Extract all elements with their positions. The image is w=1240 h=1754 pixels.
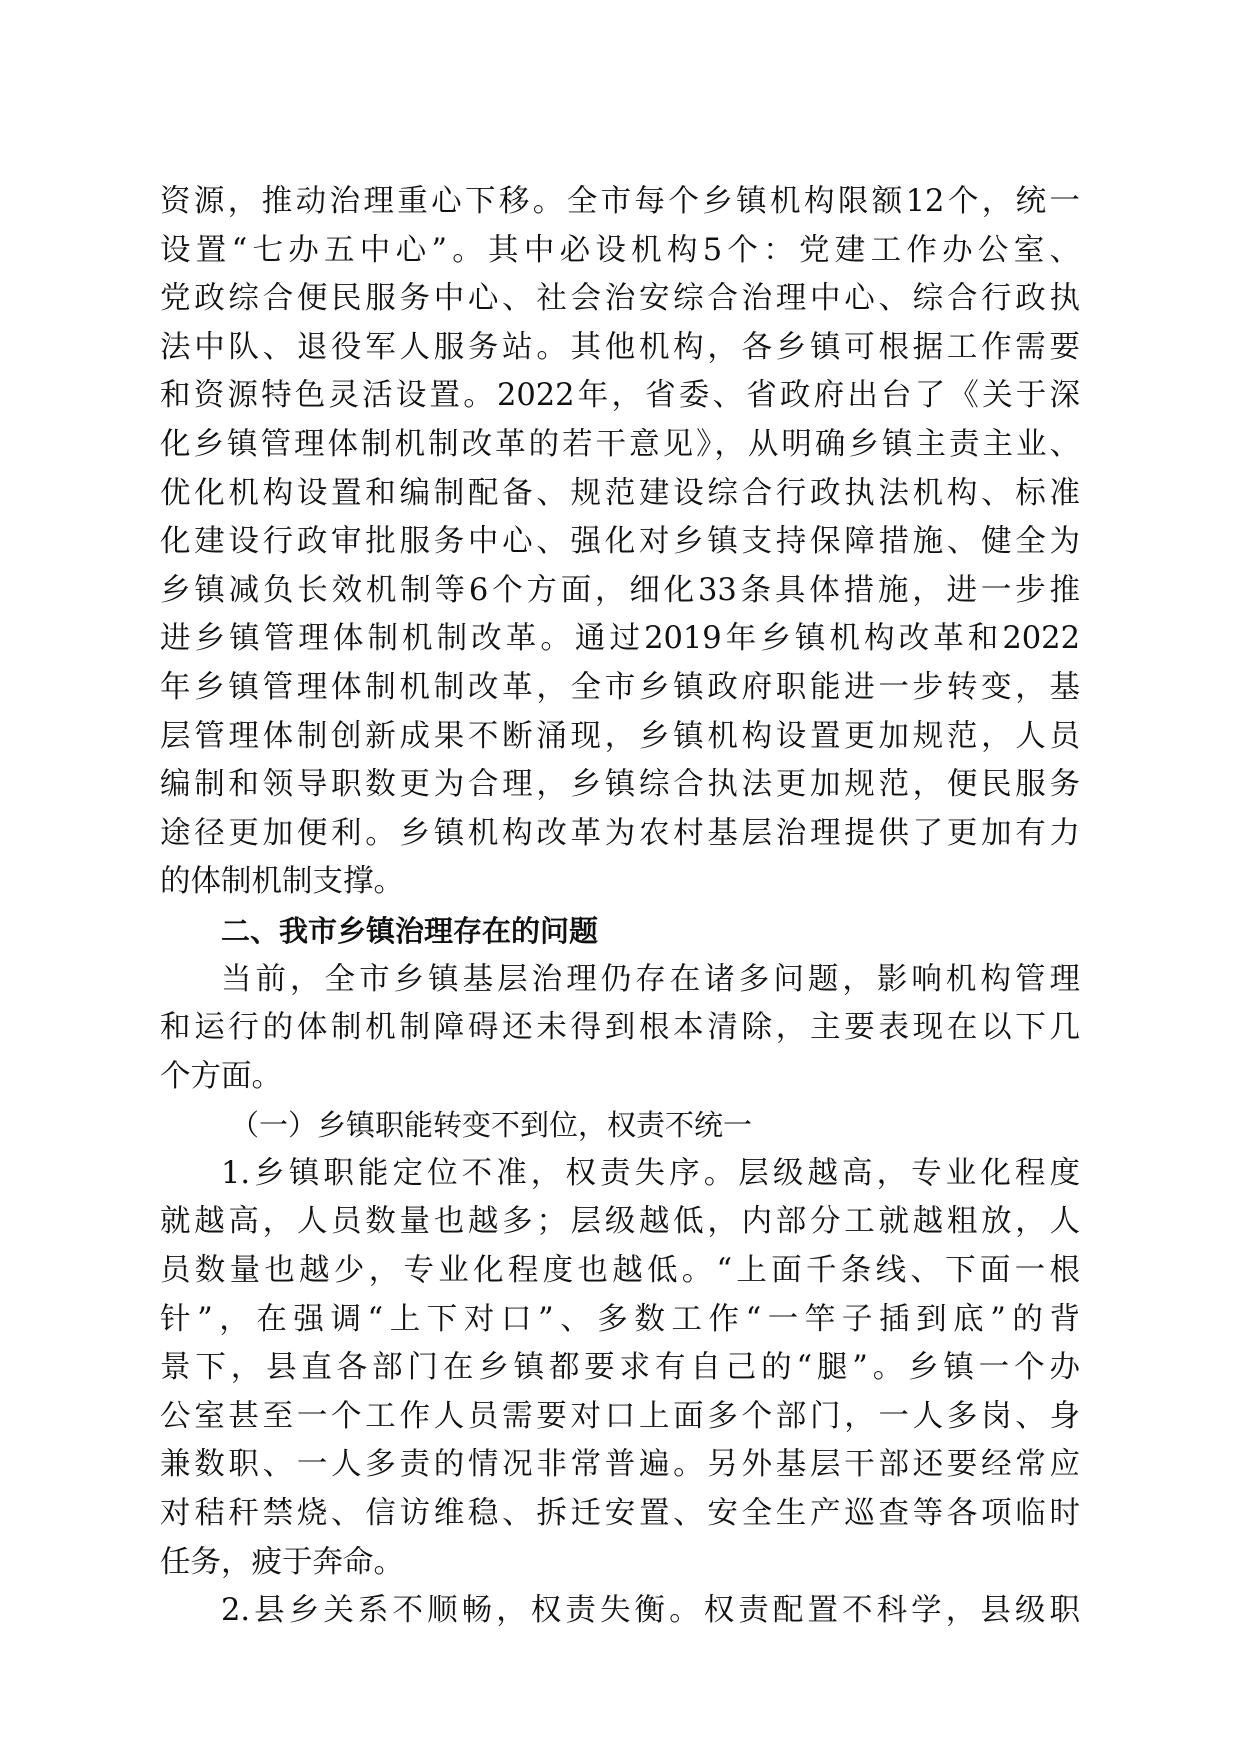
text-line: 针”，在强调“上下对口”、多数工作“一竿子插到底”的背 [160,1301,1080,1337]
text-line: 个方面。 [160,1058,282,1094]
text-line: 法中队、退役军人服务站。其他机构，各乡镇可根据工作需要 [160,329,1080,365]
paragraph-county-township-relations [160,1587,1080,1636]
paragraph-reform-overview [160,178,1080,907]
text-line: 景下，县直各部门在乡镇都要求有自己的“腿”。乡镇一个办 [160,1350,1080,1386]
text-line: 途径更加便利。乡镇机构改革为农村基层治理提供了更加有力 [160,815,1080,851]
text-line: 化建设行政审批服务中心、强化对乡镇支持保障措施、健全为 [160,524,1080,560]
text-line: 优化机构设置和编制配备、规范建设综合行政执法机构、标准 [160,475,1080,511]
text-line: 任务，疲于奔命。 [160,1544,404,1580]
text-line: 就越高，人员数量也越多；层级越低，内部分工就越粗放，人 [160,1204,1080,1240]
text-line: 的体制机制支撑。 [160,864,404,900]
text-line: 编制和领导职数更为合理，乡镇综合执法更加规范，便民服务 [160,767,1080,803]
text-line: 和运行的体制机制障碍还未得到根本清除，主要表现在以下几 [160,1010,1080,1046]
text-line: 资源，推动治理重心下移。全市每个乡镇机构限额12个，统一 [160,184,1080,219]
text-line: 对秸秆禁烧、信访维稳、拆迁安置、安全生产巡查等各项临时 [160,1496,1080,1532]
text-line: 2.县乡关系不顺畅，权责失衡。权责配置不科学，县级职 [221,1593,1080,1629]
text-line: 进乡镇管理体制机制改革。通过2019年乡镇机构改革和2022 [160,621,1080,657]
subsection-heading: （一）乡镇职能转变不到位，权责不统一 [230,1108,753,1143]
text-line: 化乡镇管理体制机制改革的若干意见》，从明确乡镇主责主业、 [160,426,1080,462]
text-line: 公室甚至一个工作人员需要对口上面多个部门，一人多岗、身 [160,1398,1080,1434]
text-line: 兼数职、一人多责的情况非常普遍。另外基层干部还要经常应 [160,1447,1080,1483]
paragraph-function-positioning [160,1150,1080,1587]
paragraph-problems-intro [160,956,1080,1102]
text-line: 和资源特色灵活设置。2022年，省委、省政府出台了《关于深 [160,378,1080,414]
document-page [160,178,1080,1636]
text-line: 当前，全市乡镇基层治理仍存在诸多问题，影响机构管理 [221,961,1080,997]
section-heading: 二、我市乡镇治理存在的问题 [221,913,599,948]
text-line: 乡镇减负长效机制等6个方面，细化33条具体措施，进一步推 [160,572,1080,608]
text-line: 设置“七办五中心”。其中必设机构5个：党建工作办公室、 [160,232,1080,268]
text-line: 层管理体制创新成果不断涌现，乡镇机构设置更加规范，人员 [160,718,1080,754]
text-line: 党政综合便民服务中心、社会治安综合治理中心、综合行政执 [160,281,1080,317]
text-line: 1.乡镇职能定位不准，权责失序。层级越高，专业化程度 [221,1155,1080,1191]
text-line: 员数量也越少，专业化程度也越低。“上面千条线、下面一根 [160,1253,1080,1289]
text-line: 年乡镇管理体制机制改革，全市乡镇政府职能进一步转变，基 [160,669,1080,705]
